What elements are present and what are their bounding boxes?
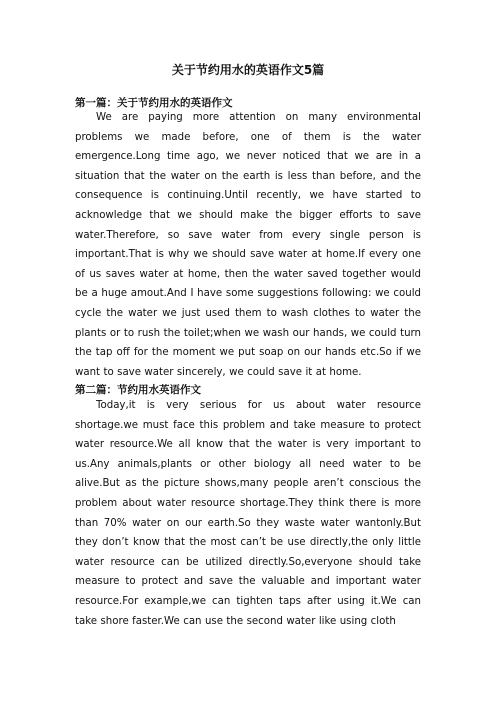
section-heading-2: 第二篇：节约用水英语作文 xyxy=(75,384,201,396)
section-heading-1: 第一篇：关于节约用水的英语作文 xyxy=(75,97,233,109)
section-body-1: We are paying more attention on many environmental problems we made before, one of them is the water emergence.Long time ago, we never noticed that we are in a situation that the water on the earth is less than before, and the consequence is continuing.Until recently, we have started to acknowledge that we should make the bigger efforts to save water.Therefore, so save water from every single person is important.That is why we should save water at home.If every one of us saves water at home, then the water saved together would be a huge amout.And I have some suggestions following: we could cycle the water we just used them to wash clothes to water the plants or to rush the toilet;when we wash our hands, we could turn the tap off for the moment we put soap on our hands etc.So if we want to save water sincerely, we could save it at home. xyxy=(75,112,421,378)
document-title: 关于节约用水的英语作文5篇 xyxy=(171,63,325,77)
section-body-2: Today,it is very serious for us about water resource shortage.we must face this problem and take measure to protect water resource.We all know that the water is very important to us.Any animals,plants or other biology all need water to be alive.But as the picture shows,many people aren’t conscious the problem about water resource shortage.They think there is more than 70% water on our earth.So they waste water wantonly.But they don’t know that the most can’t be use directly,the only little water resource can be utilized directly.So,everyone should take measure to protect and save the valuable and important water resource.For example,we can tighten taps after using it.We can take shore faster.We can use the second water like using cloth xyxy=(75,400,421,627)
